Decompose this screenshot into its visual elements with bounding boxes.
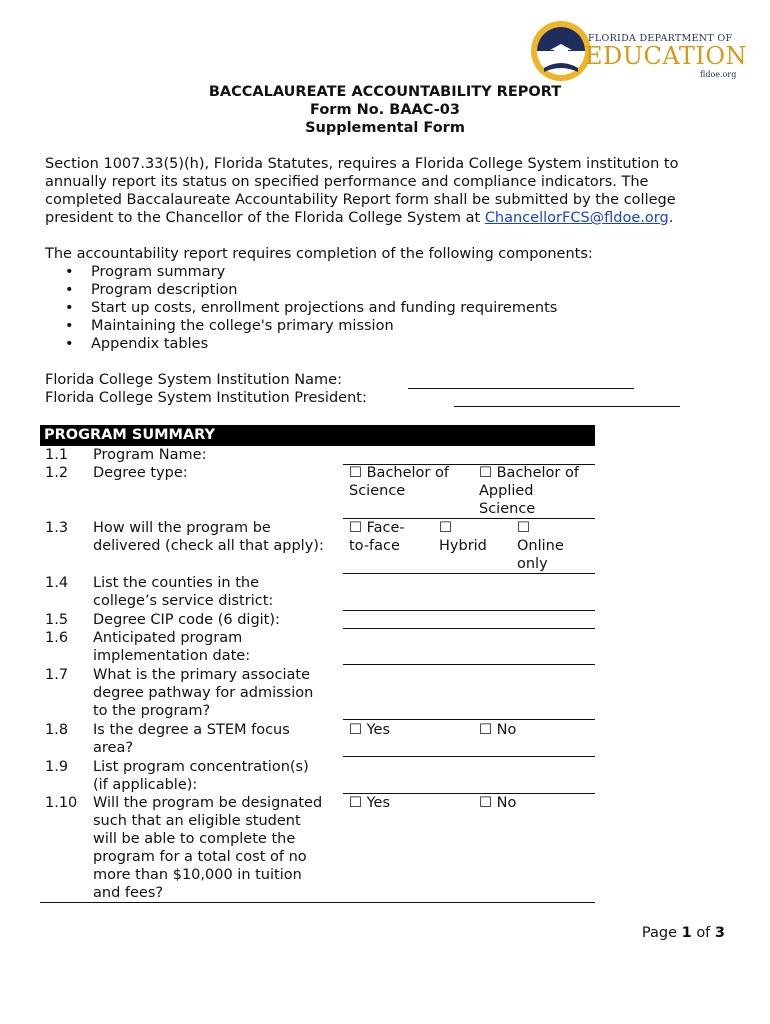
component-item: Program description <box>91 282 238 298</box>
checkbox-icon[interactable]: ☐ <box>479 795 492 811</box>
stem-no-option[interactable]: ☐ No <box>479 722 517 738</box>
implementation-date-field[interactable] <box>343 664 595 665</box>
option-label: to-face <box>349 538 400 554</box>
bullet-icon: • <box>65 300 74 316</box>
checkbox-icon[interactable]: ☐ <box>479 465 492 481</box>
hybrid-option[interactable]: Hybrid <box>439 538 487 554</box>
question-delivery-cont: delivered (check all that apply): <box>93 538 324 554</box>
row-divider <box>343 573 595 574</box>
form-subtitle: Supplemental Form <box>305 120 465 136</box>
bachelor-of-science-option[interactable]: ☐ Bachelor of <box>349 465 449 481</box>
institution-name-label: Florida College System Institution Name: <box>45 372 342 388</box>
question-10k-degree-cont: more than $10,000 in tuition <box>93 867 302 883</box>
question-counties-cont: college’s service district: <box>93 593 274 609</box>
question-number: 1.6 <box>45 630 69 646</box>
institution-president-field[interactable] <box>454 406 680 407</box>
bullet-icon: • <box>65 336 74 352</box>
associate-pathway-field[interactable] <box>343 719 595 720</box>
question-number: 1.9 <box>45 759 69 775</box>
10k-yes-option[interactable]: ☐ Yes <box>349 795 391 811</box>
logo-text-education: EDUCATION <box>585 42 748 70</box>
question-stem-cont: area? <box>93 740 134 756</box>
form-number: Form No. BAAC-03 <box>310 102 460 118</box>
question-delivery: How will the program be <box>93 520 271 536</box>
option-label: only <box>517 556 548 572</box>
option-label: Science <box>349 483 406 499</box>
question-degree-type: Degree type: <box>93 465 188 481</box>
question-10k-degree-cont: and fees? <box>93 885 164 901</box>
question-stem: Is the degree a STEM focus <box>93 722 290 738</box>
10k-no-option[interactable]: ☐ No <box>479 795 517 811</box>
component-item: Program summary <box>91 264 226 280</box>
checkbox-icon[interactable]: ☐ <box>349 795 362 811</box>
question-number: 1.4 <box>45 575 69 591</box>
cip-code-field[interactable] <box>343 628 595 629</box>
institution-president-label: Florida College System Institution President: <box>45 390 367 406</box>
component-item: Start up costs, enrollment projections and funding requirements <box>91 300 558 316</box>
question-number: 1.8 <box>45 722 69 738</box>
question-10k-degree-cont: will be able to complete the <box>93 831 296 847</box>
components-lead: The accountability report requires completion of the following components: <box>45 246 593 262</box>
logo-text-department: FLORIDA DEPARTMENT OF <box>588 33 733 44</box>
option-label: Applied <box>479 483 534 499</box>
question-number: 1.10 <box>45 795 78 811</box>
question-number: 1.3 <box>45 520 69 536</box>
component-item: Maintaining the college's primary mission <box>91 318 394 334</box>
florida-seal-icon <box>530 20 592 82</box>
question-concentrations-cont: (if applicable): <box>93 777 198 793</box>
intro-line-1: Section 1007.33(5)(h), Florida Statutes, requires a Florida College System institution to <box>45 156 679 172</box>
counties-field[interactable] <box>343 610 595 611</box>
institution-name-field[interactable] <box>408 388 634 389</box>
question-program-name: Program Name: <box>93 447 207 463</box>
report-title: BACCALAUREATE ACCOUNTABILITY REPORT <box>208 84 562 100</box>
question-associate-pathway-cont: degree pathway for admission <box>93 685 314 701</box>
question-number: 1.2 <box>45 465 69 481</box>
bullet-icon: • <box>65 318 74 334</box>
online-checkbox-icon[interactable]: ☐ <box>517 520 530 536</box>
intro-line-2: annually report its status on specified performance and compliance indicators. The <box>45 174 649 190</box>
question-implementation-date-cont: implementation date: <box>93 648 251 664</box>
question-implementation-date: Anticipated program <box>93 630 243 646</box>
hybrid-checkbox-icon[interactable]: ☐ <box>439 520 452 536</box>
component-item: Appendix tables <box>91 336 209 352</box>
face-to-face-option[interactable]: ☐ Face- <box>349 520 405 536</box>
bachelor-of-applied-science-option[interactable]: ☐ Bachelor of <box>479 465 579 481</box>
online-option[interactable]: Online <box>517 538 564 554</box>
question-number: 1.7 <box>45 667 69 683</box>
page-indicator: Page 1 of 3 <box>641 925 725 941</box>
checkbox-icon[interactable]: ☐ <box>349 520 362 536</box>
bullet-icon: • <box>65 282 74 298</box>
fldoe-logo <box>530 20 748 84</box>
question-associate-pathway-cont: to the program? <box>93 703 211 719</box>
logo-text-url: fldoe.org <box>700 70 737 79</box>
question-number: 1.1 <box>45 447 69 463</box>
question-concentrations: List program concentration(s) <box>93 759 309 775</box>
chancellor-email-link[interactable]: ChancellorFCS@fldoe.org <box>484 210 669 226</box>
intro-line-4-end: . <box>668 210 674 226</box>
checkbox-icon[interactable]: ☐ <box>479 722 492 738</box>
question-10k-degree-cont: such that an eligible student <box>93 813 301 829</box>
question-number: 1.5 <box>45 612 69 628</box>
program-summary-heading: PROGRAM SUMMARY <box>40 425 595 446</box>
row-divider <box>343 756 595 757</box>
bullet-icon: • <box>65 264 74 280</box>
checkbox-icon[interactable]: ☐ <box>349 465 362 481</box>
option-label: Science <box>479 501 536 517</box>
question-10k-degree: Will the program be designated <box>93 795 323 811</box>
checkbox-icon[interactable]: ☐ <box>349 722 362 738</box>
question-counties: List the counties in the <box>93 575 260 591</box>
question-10k-degree-cont: program for a total cost of no <box>93 849 307 865</box>
stem-yes-option[interactable]: ☐ Yes <box>349 722 391 738</box>
intro-line-3: completed Baccalaureate Accountability Report form shall be submitted by the college <box>45 192 676 208</box>
intro-line-4 <box>45 209 673 227</box>
question-cip-code: Degree CIP code (6 digit): <box>93 612 280 628</box>
intro-line-4-text: president to the Chancellor of the Florida College System at <box>45 210 485 226</box>
question-associate-pathway: What is the primary associate <box>93 667 311 683</box>
table-bottom-rule <box>40 902 595 903</box>
